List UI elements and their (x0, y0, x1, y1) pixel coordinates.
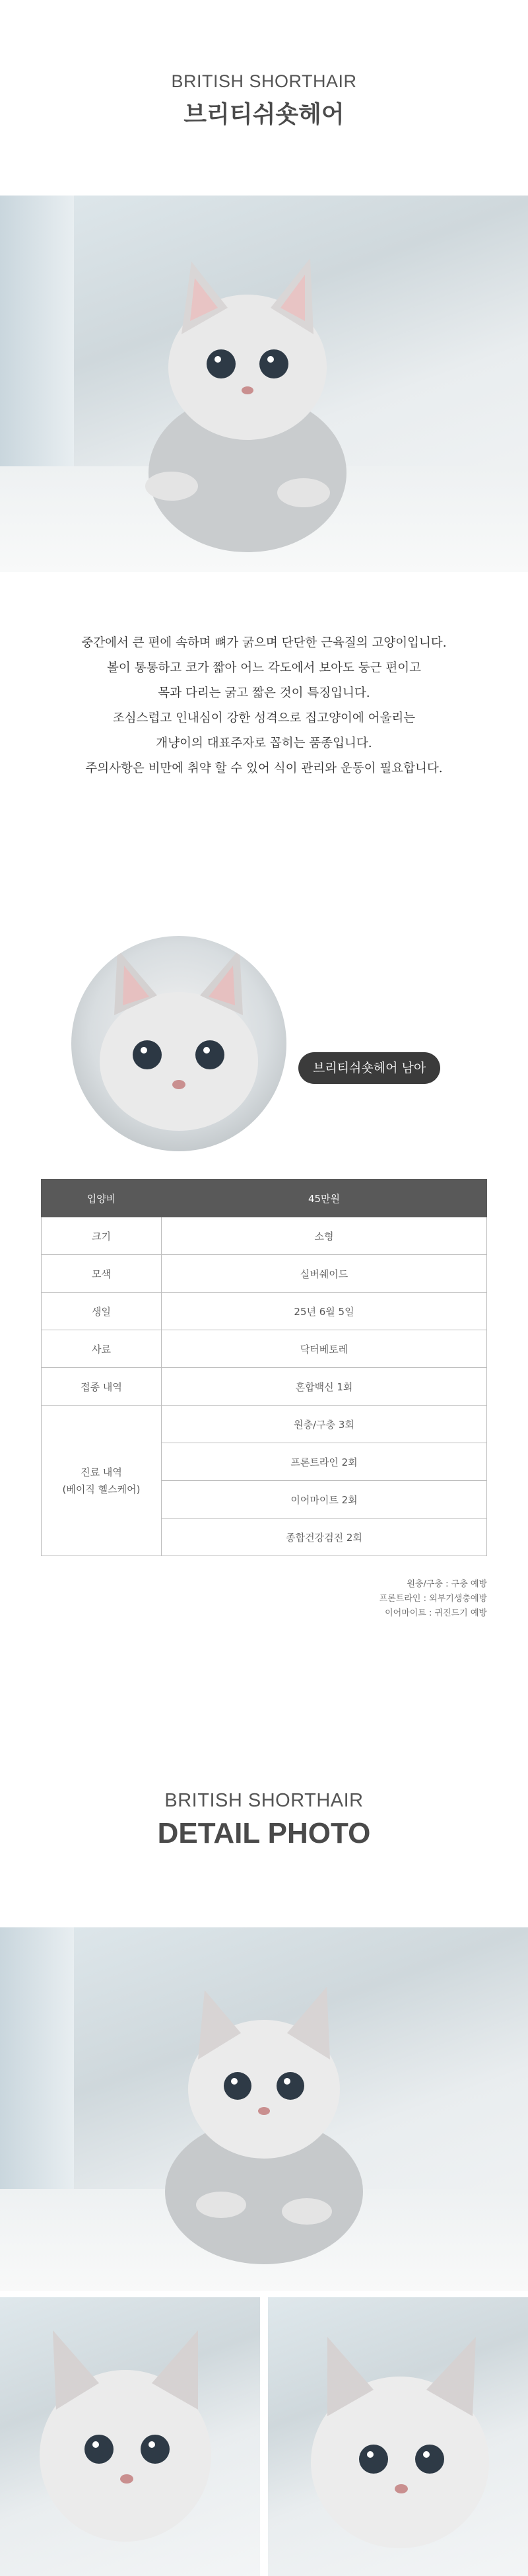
table-row (42, 1217, 487, 1255)
row-value: 실버쉐이드 (162, 1255, 487, 1293)
kitten-name-badge: 브리티쉬숏헤어 남아 (298, 1052, 440, 1084)
row-value: 25년 6월 5일 (162, 1293, 487, 1330)
intro-title-en: BRITISH SHORTHAIR (171, 71, 357, 91)
detail-photo-left (0, 2297, 260, 2576)
detail-photo-right (268, 2297, 528, 2576)
detail-title-en: BRITISH SHORTHAIR (164, 1790, 364, 1811)
row-key: 모색 (42, 1255, 162, 1293)
table-row (42, 1255, 487, 1293)
detail-photo-large (0, 1927, 528, 2291)
care-key (42, 1406, 162, 1556)
detail-title: DETAIL PHOTO (157, 1817, 371, 1849)
table-row (42, 1180, 487, 1217)
intro-heading (0, 71, 528, 129)
care-notes (380, 1577, 487, 1621)
description-line: 조심스럽고 인내심이 강한 성격으로 집고양이에 어울리는 (112, 711, 416, 725)
care-value: 이어마이트 2회 (162, 1481, 487, 1519)
price-value: 45만원 (162, 1180, 487, 1217)
note-line: 프론트라인 : 외부기생충예방 (379, 1594, 487, 1604)
intro-title-ko: 브리티쉬숏헤어 (183, 101, 345, 128)
table-row (42, 1293, 487, 1330)
row-key: 사료 (42, 1330, 162, 1368)
description-line: 중간에서 큰 편에 속하며 뼈가 굵으며 단단한 근육질의 고양이입니다. (81, 636, 447, 650)
row-value: 소형 (162, 1217, 487, 1255)
description-line: 목과 다리는 굵고 짧은 것이 특징입니다. (158, 686, 370, 700)
note-line: 이어마이트 : 귀진드기 예방 (385, 1608, 487, 1618)
description-line: 주의사항은 비만에 취약 할 수 있어 식이 관리와 운동이 필요합니다. (85, 762, 443, 775)
care-key-line: (베이직 헬스케어) (62, 1483, 141, 1495)
care-value: 원충/구충 3회 (162, 1406, 487, 1443)
kitten-photo-main (0, 196, 528, 572)
description-line: 개냥이의 대표주자로 꼽히는 품종입니다. (156, 736, 372, 750)
row-value: 혼합백신 1회 (162, 1368, 487, 1406)
table-row (42, 1330, 487, 1368)
breed-description (0, 631, 528, 781)
price-key: 입양비 (42, 1180, 162, 1217)
description-line: 볼이 통통하고 코가 짧아 어느 각도에서 보아도 둥근 편이고 (107, 661, 421, 675)
adoption-info-table (41, 1179, 487, 1556)
care-key-line: 진료 내역 (81, 1466, 122, 1478)
note-line: 원충/구충 : 구충 예방 (407, 1579, 487, 1589)
row-key: 접종 내역 (42, 1368, 162, 1406)
detail-heading (0, 1790, 528, 1850)
row-value: 닥터베토레 (162, 1330, 487, 1368)
care-value: 종합건강검진 2회 (162, 1519, 487, 1556)
table-row (42, 1368, 487, 1406)
row-key: 크기 (42, 1217, 162, 1255)
kitten-profile-photo (71, 936, 286, 1151)
row-key: 생일 (42, 1293, 162, 1330)
table-row (42, 1406, 487, 1443)
care-value: 프론트라인 2회 (162, 1443, 487, 1481)
